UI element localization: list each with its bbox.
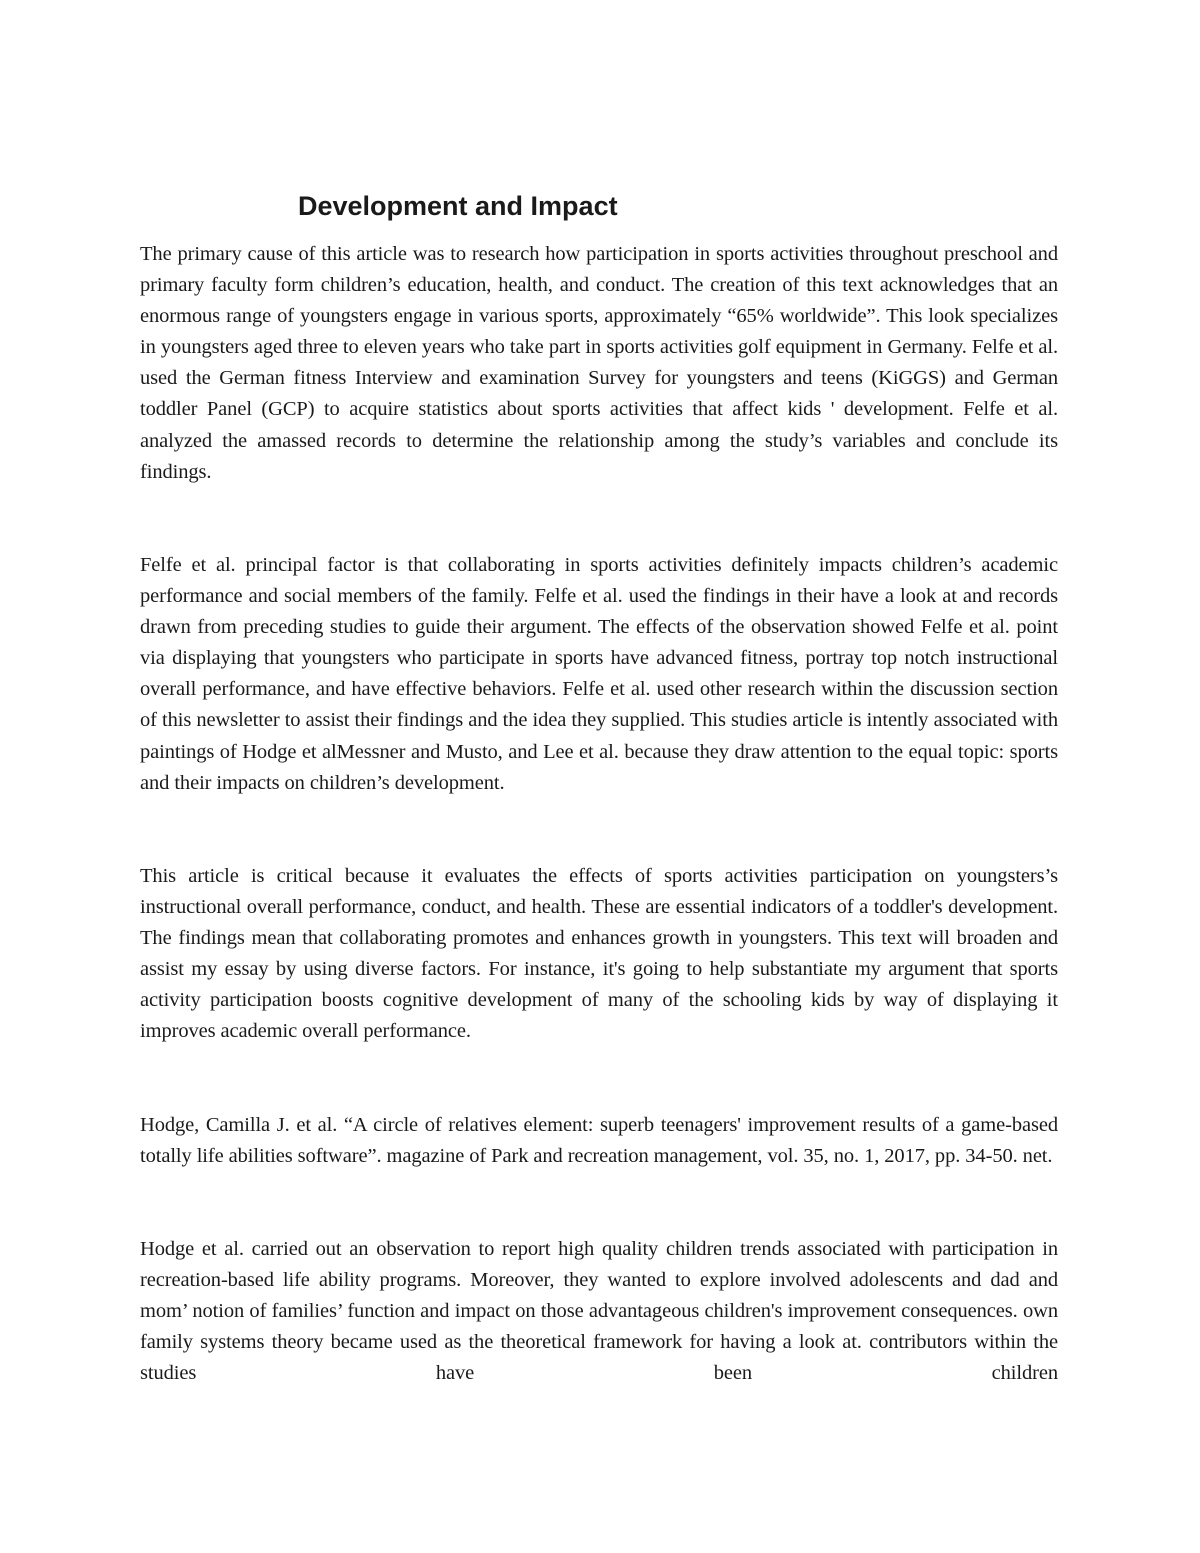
page-title: Development and Impact — [298, 191, 618, 221]
paragraph-hodge-summary: Hodge et al. carried out an observation to report high quality children trends associated with participation in recreation-based life ability programs. Moreover, they wanted to explore involved adolescents and dad and mom’ notion of families’ function and impact on those advantageous children's improvement consequences. own family systems theory became used as the theoretical framework for having a look at. contributors within the studies have been children — [140, 1238, 1058, 1385]
paragraph-main-point: Felfe et al. principal factor is that collaborating in sports activities definitely impacts children’s academic performance and social members of the family. Felfe et al. used the findings in their have a look at and records drawn from preceding studies to guide their argument. The effects of the observation showed Felfe et al. point via displaying that youngsters who participate in sports have advanced fitness, portray top notch instructional overall performance, and have effective behaviors. Felfe et al. used other research within the discussion section of this newsletter to assist their findings and the idea they supplied. This studies article is intently associated with paintings of Hodge et alMessner and Musto, and Lee et al. because they draw attention to the equal topic: sports and their impacts on children’s development. — [140, 554, 1058, 794]
paragraph-significance: This article is critical because it evaluates the effects of sports activities participation on youngsters’s instructional overall performance, conduct, and health. These are essential indicators of a toddler's development. The findings mean that collaborating promotes and enhances growth in youngsters. This text will broaden and assist my essay by using diverse factors. For instance, it's going to help substantiate my argument that sports activity participation boosts cognitive development of many of the schooling kids by way of displaying it improves academic overall performance. — [140, 865, 1058, 1043]
citation-hodge: Hodge, Camilla J. et al. “A circle of relatives element: superb teenagers' improvement results of a game-based totally life abilities software”. magazine of Park and recreation management, vol. 35, no. 1, 2017, pp. 34-50. net. — [140, 1114, 1058, 1168]
paragraph-summary: The primary cause of this article was to research how participation in sports activities throughout preschool and primary faculty form children’s education, health, and conduct. The creation of this text acknowledges that an enormous range of youngsters engage in various sports, approximately “65% worldwide”. This look specializes in youngsters aged three to eleven years who take part in sports activities golf equipment in Germany. Felfe et al. used the German fitness Interview and examination Survey for youngsters and teens (KiGGS) and German toddler Panel (GCP) to acquire statistics about sports activities that affect kids ' development. Felfe et al. analyzed the amassed records to determine the relationship among the study’s variables and conclude its findings. — [140, 243, 1058, 483]
